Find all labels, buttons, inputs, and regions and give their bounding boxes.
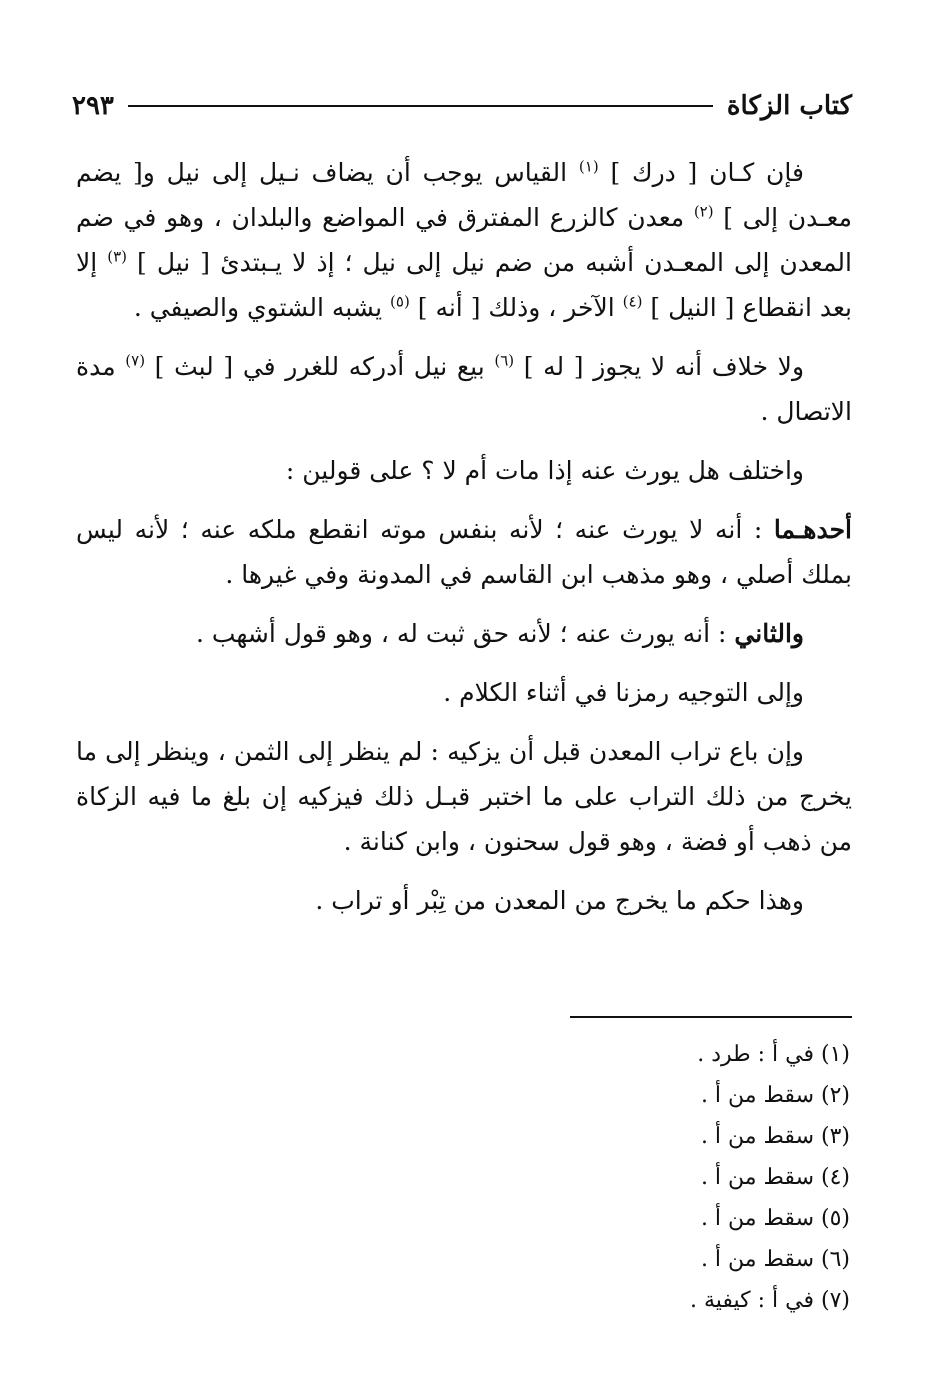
footnote-ref: (٥) [390, 292, 410, 311]
text-run: واختلف هل يورث عنه إذا مات أم لا ؟ على قولين : [285, 456, 804, 485]
paragraph [76, 878, 852, 923]
paragraph [76, 150, 852, 330]
text-run: وإلى التوجيه رمزنا في أثناء الكلام . [443, 678, 804, 707]
text-run: القياس يوجب أن يضاف نـيل إلى نيل و[ يضم معـدن إلى ] [76, 158, 852, 232]
text-run: : أنه لا يورث عنه ؛ لأنه بنفس موته انقطع ملكه عنه ؛ لأنه ليس بملك أصلي ، وهو مذهب ابن القاسم في المدونة وفي غيرها . [76, 515, 852, 589]
chapter-title: كتاب الزكاة [726, 91, 852, 121]
page-number: ٢٩٣ [72, 91, 114, 121]
bold-term: أحدهـما [773, 515, 852, 544]
paragraph [76, 611, 852, 656]
footnote-ref: (٢) [693, 202, 714, 221]
running-header [72, 84, 852, 128]
paragraph [76, 670, 852, 715]
text-run: ولا خلاف أنه لا يجوز [ له ] [514, 352, 805, 381]
footnote: (٦) سقط من أ . [700, 1247, 850, 1272]
footnote: (٤) سقط من أ . [700, 1165, 850, 1190]
footnote-ref: (٧) [125, 351, 146, 370]
text-run: الآخر ، وذلك [ أنه ] [409, 293, 623, 322]
paragraph [76, 344, 852, 434]
text-run: مدة الاتصال . [76, 352, 852, 426]
footnotes [420, 1034, 850, 1321]
text-run: فإن كـان [ درك ] [598, 158, 804, 187]
footnote-ref: (٣) [107, 247, 128, 266]
text-run: وهذا حكم ما يخرج من المعدن من تِبْر أو تراب . [315, 886, 804, 915]
header-rule [128, 105, 713, 107]
paragraph [76, 507, 852, 597]
footnote: (٣) سقط من أ . [700, 1124, 850, 1149]
footnote: (١) في أ : طرد . [697, 1042, 850, 1067]
footnote: (٢) سقط من أ . [700, 1083, 850, 1108]
footnote-ref: (١) [578, 157, 599, 176]
footnote: (٧) في أ : كيفية . [689, 1288, 850, 1313]
text-run: يشبه الشتوي والصيفي . [133, 293, 391, 322]
text-run: : أنه يورث عنه ؛ لأنه حق ثبت له ، وهو قول أشهب . [195, 619, 735, 648]
bold-term: والثاني [734, 619, 804, 648]
text-run: وإن باع تراب المعدن قبل أن يزكيه : لم ينظر إلى الثمن ، وينظر إلى ما يخرج من ذلك التراب على ما اختبر قبـل ذلك فيزكيه إن بلغ ما فيه الزكاة من ذهب أو فضة ، وهو قول سحنون ، وابن كنانة . [76, 737, 852, 856]
footnote-ref: (٦) [494, 351, 515, 370]
footnote: (٥) سقط من أ . [700, 1206, 850, 1231]
footnote-ref: (٤) [622, 292, 643, 311]
text-run: إلا بعد انقطاع [ النيل ] [76, 248, 852, 322]
text-run: بيع نيل أدركه للغرر في [ لبث ] [145, 352, 495, 381]
text-run: معدن كالزرع المفترق في المواضع والبلدان ، وهو في ضم المعدن إلى المعـدن أشبه من ضم نيل إلى نيل ؛ إذ لا يـبتدئ [ نيل ] [76, 203, 852, 277]
footnote-separator [570, 1016, 852, 1018]
paragraph [76, 448, 852, 493]
body-text [76, 150, 852, 937]
paragraph [76, 729, 852, 864]
